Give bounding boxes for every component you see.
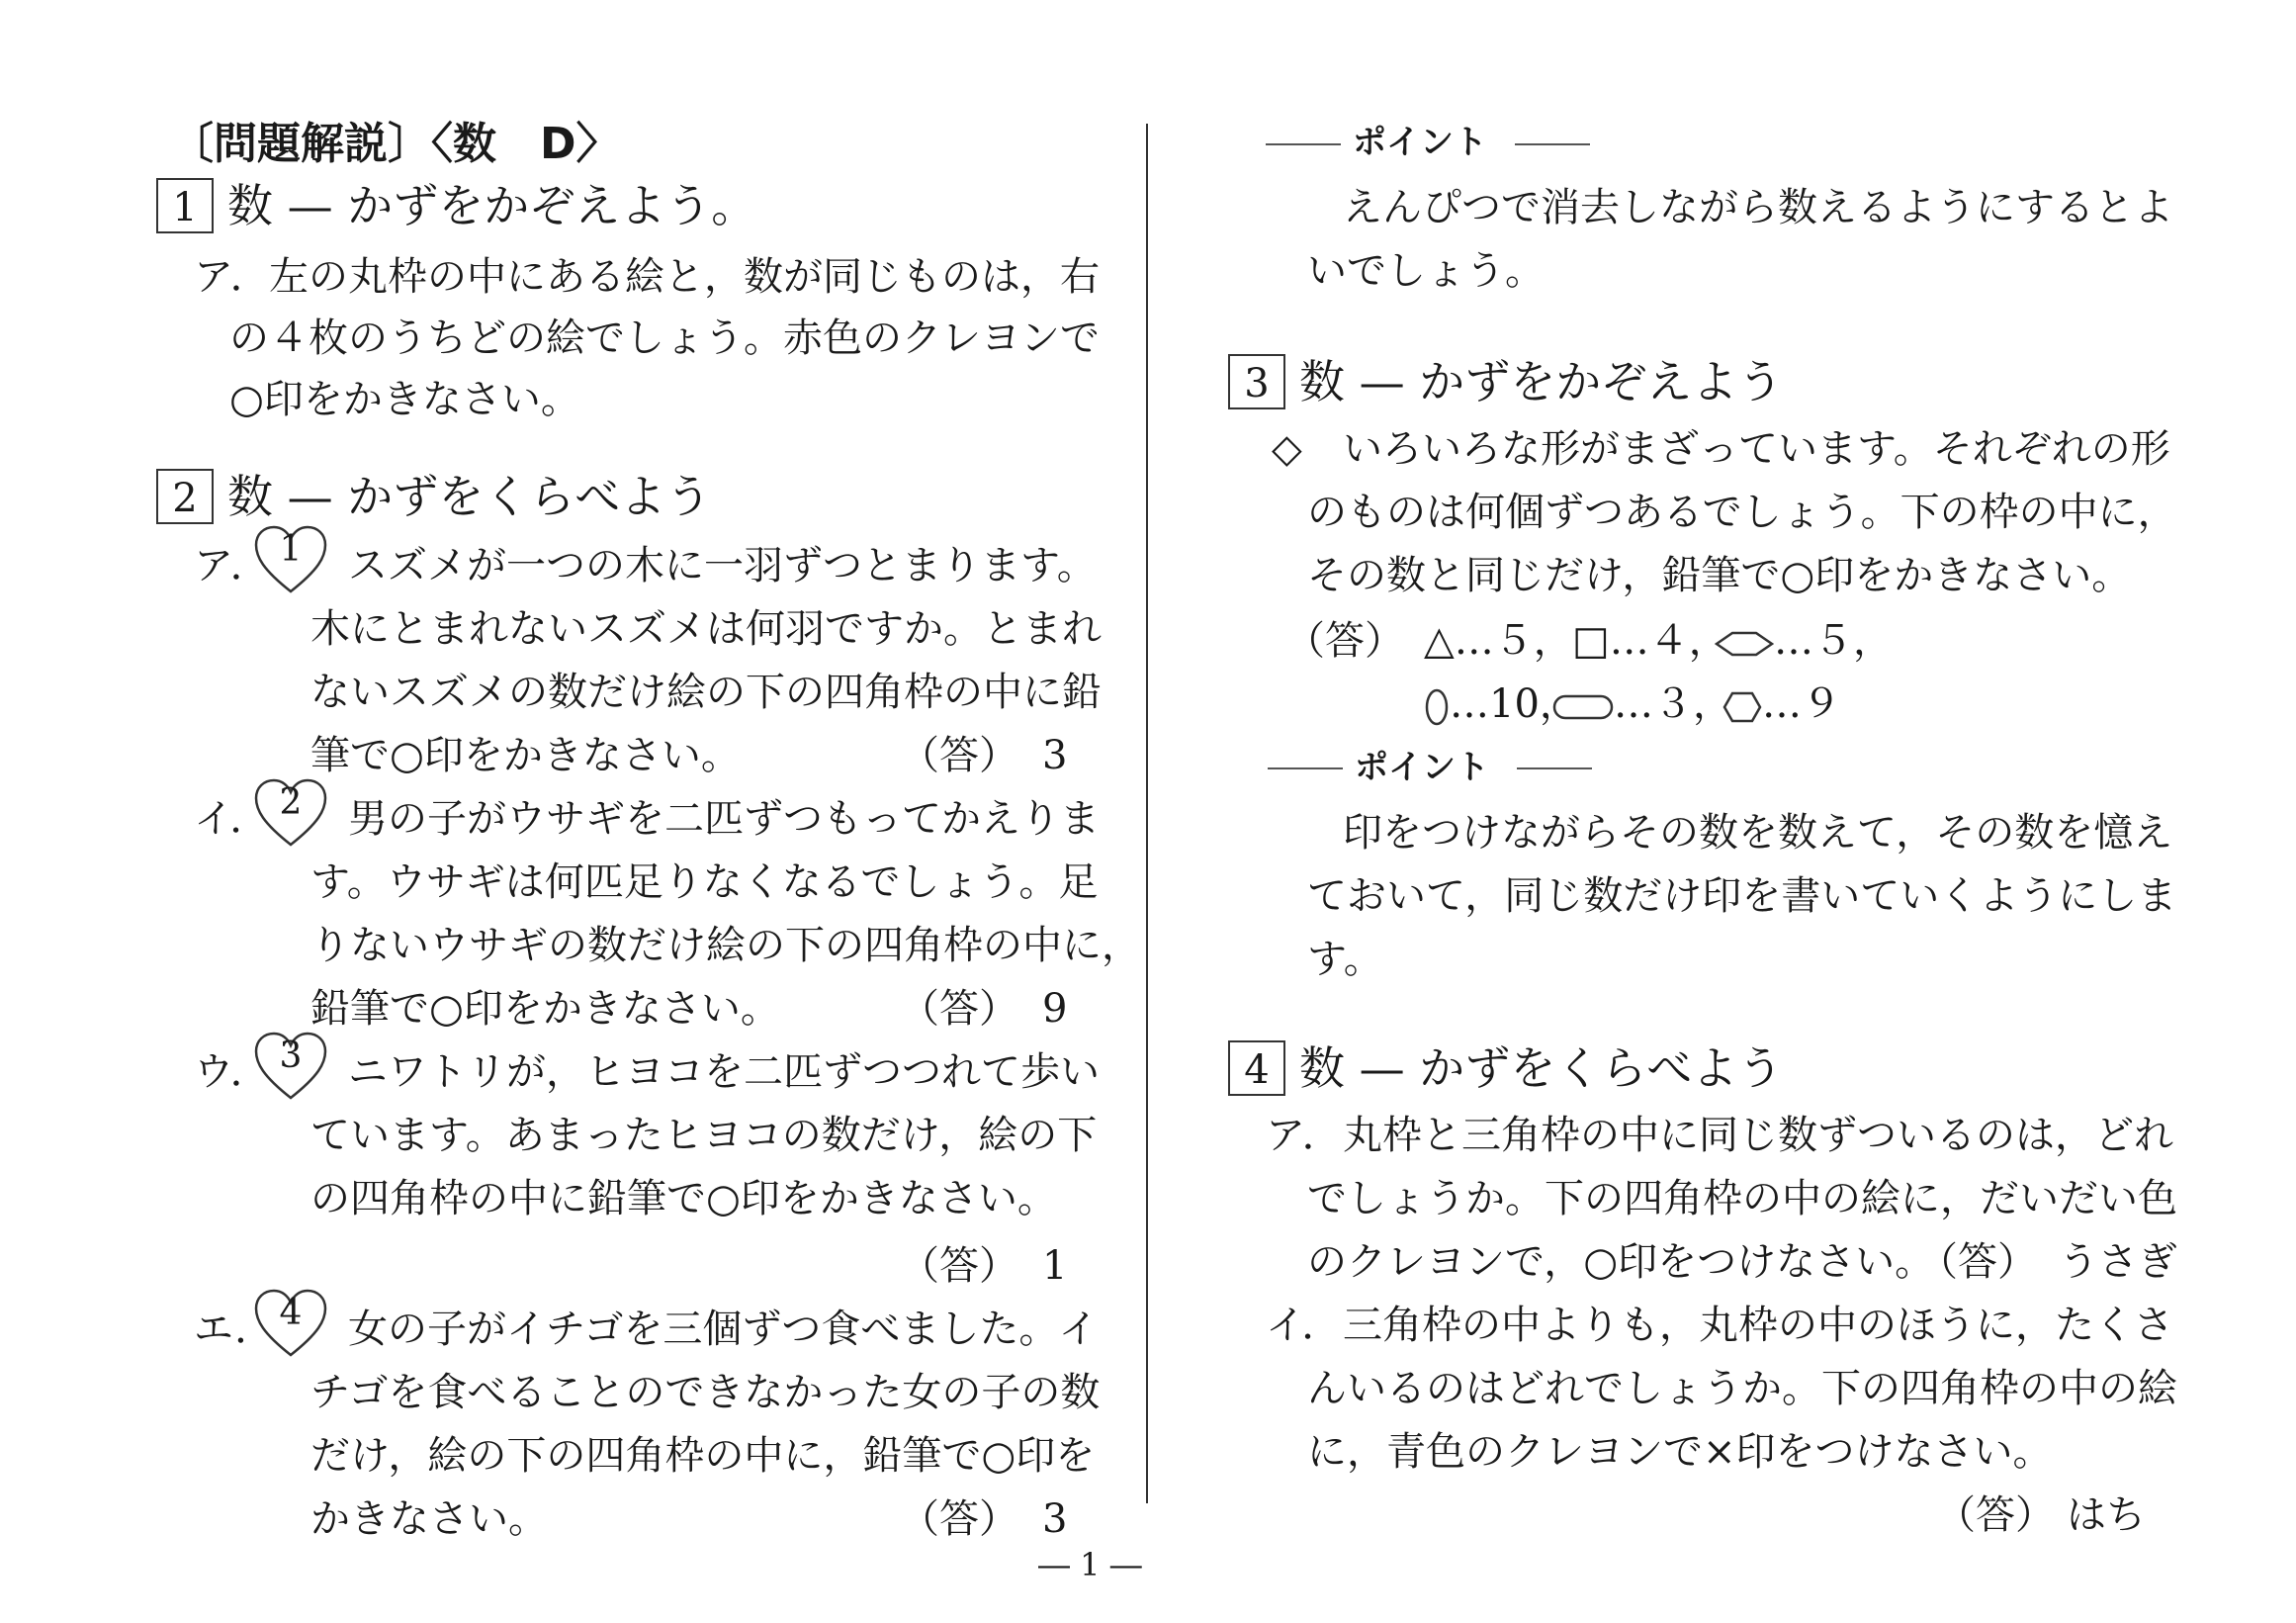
text-line: その数と同じだけ，鉛筆で○印をかきなさい。 (1307, 553, 2132, 598)
vertical-ellipse-icon (1424, 687, 1450, 727)
text-line: ○印をかきなさい。 (229, 377, 580, 422)
item-marker: イ． (194, 796, 270, 842)
section-heading-2: 数 — かずをくらべよう (227, 470, 712, 523)
text-line: 女の子がイチゴを三個ずつ食べました。イ (348, 1307, 1099, 1352)
text-line: のクレヨンで，○印をつけなさい。 (1307, 1239, 1935, 1285)
text-line: りないウサギの数だけ絵の下の四角枠の中に， (310, 923, 1141, 968)
point-rule-right (1515, 143, 1590, 145)
section-number-3: 3 (1228, 354, 1285, 409)
text-line: す。 (1307, 937, 1383, 982)
answer-value: うさぎ (2059, 1239, 2177, 1285)
text-line: 男の子がウサギを二匹ずつもってかえりま (348, 796, 1100, 842)
heart-number: 4 (279, 1293, 303, 1333)
answer-value: 1 (1042, 1243, 1068, 1289)
shape-count-triangle: △…５， (1424, 618, 1573, 664)
answer-label: （答） (900, 1496, 1018, 1542)
item-marker: ア． (194, 543, 270, 588)
answer-label: （答） (1918, 1239, 2037, 1285)
text-line: の四角枠の中に鉛筆で○印をかきなさい。 (310, 1176, 1057, 1221)
bullet-icon: ◇ (1272, 426, 1302, 472)
text-line: 印をつけながらその数を数えて，その数を憶え (1343, 810, 2173, 856)
text-line: ないスズメの数だけ絵の下の四角枠の中に鉛 (310, 670, 1102, 715)
text-line: 三角枠の中よりも，丸枠の中のほうに，たくさ (1343, 1303, 2173, 1348)
point-label: ポイント (1353, 123, 1487, 162)
text-line: のものは何個ずつあるでしょう。下の枠の中に， (1307, 490, 2177, 535)
answer-label: （答） (900, 986, 1018, 1032)
point-label: ポイント (1355, 748, 1489, 787)
heart-number-badge (253, 1031, 328, 1102)
item-marker: イ． (1266, 1303, 1342, 1348)
text-line: 木にとまれないスズメは何羽ですか。とまれ (310, 606, 1102, 652)
page-number: ― 1 ― (1038, 1546, 1142, 1583)
answer-value: はち (2067, 1492, 2146, 1538)
text-line: ておいて，同じ数だけ印を書いていくようにしま (1307, 873, 2177, 919)
item-marker: ア． (1266, 1113, 1342, 1158)
item-marker: エ． (194, 1307, 275, 1352)
shape-count-text: …10， (1450, 681, 1579, 727)
text-line: 丸枠と三角枠の中に同じ数ずついるのは，どれ (1343, 1113, 2173, 1158)
section-number-2: 2 (156, 469, 214, 524)
item-marker: ウ． (194, 1049, 270, 1095)
answer-value: 9 (1042, 986, 1068, 1032)
heart-number-badge (253, 1288, 328, 1359)
answer-value: 3 (1042, 733, 1068, 778)
text-line: スズメが一つの木に一羽ずつとまります。 (348, 543, 1097, 588)
heart-number-badge (253, 524, 328, 595)
text-line: 左の丸枠の中にある絵と，数が同じものは，右 (269, 254, 1100, 300)
text-line: ニワトリが，ヒヨコを二匹ずつつれて歩い (348, 1049, 1100, 1095)
shape-count-text: …５， (1774, 618, 1893, 664)
text-line: かきなさい。 (310, 1496, 548, 1542)
answer-label: （答） (900, 1243, 1018, 1289)
text-line: 鉛筆で○印をかきなさい。 (310, 986, 780, 1032)
page-title: 〔問題解説〕〈数 D〉 (170, 119, 620, 169)
text-line: んいるのはどれでしょうか。下の四角枠の中の絵 (1307, 1366, 2177, 1411)
shape-count-hexagon (1722, 680, 1841, 728)
shape-count-text: …９ (1762, 681, 1841, 727)
text-line: いでしょう。 (1307, 248, 1545, 294)
shape-count-square: □…４， (1572, 618, 1728, 664)
section-heading-4: 数 — かずをくらべよう (1299, 1041, 1784, 1095)
text-line: チゴを食べることのできなかった女の子の数 (310, 1370, 1101, 1415)
shape-count-capsule (1552, 680, 1732, 728)
text-line: だけ，絵の下の四角枠の中に，鉛筆で○印を (310, 1433, 1096, 1479)
capsule-icon (1552, 692, 1614, 722)
answer-label: （答） (1936, 1492, 2055, 1538)
shape-count-text: …３， (1614, 681, 1732, 727)
text-line: えんぴつで消去しながら数えるようにするとよ (1343, 185, 2173, 230)
text-line: に，青色のクレヨンで×印をつけなさい。 (1307, 1429, 2053, 1475)
text-line: でしょうか。下の四角枠の中の絵に，だいだい色 (1307, 1176, 2177, 1221)
text-line: 筆で○印をかきなさい。 (310, 733, 741, 778)
hexagon-icon (1722, 690, 1762, 724)
heart-number: 3 (279, 1036, 303, 1076)
text-line: ています。あまったヒヨコの数だけ，絵の下 (310, 1113, 1098, 1158)
section-number-4: 4 (1228, 1040, 1285, 1096)
section-heading-1: 数 — かずをかぞえよう。 (227, 179, 757, 232)
text-line: す。ウサギは何匹足りなくなるでしょう。足 (310, 859, 1099, 905)
answer-label: （答） (1285, 618, 1404, 664)
point-rule-left (1266, 143, 1341, 145)
answer-label: （答） (900, 733, 1018, 778)
point-rule-right (1517, 767, 1592, 769)
text-line: の４枚のうちどの絵でしょう。赤色のクレヨンで (229, 316, 1100, 361)
heart-number: 1 (279, 529, 303, 570)
text-line: いろいろな形がまざっています。それぞれの形 (1343, 426, 2170, 472)
heart-number: 2 (279, 782, 303, 823)
answer-value: 3 (1042, 1496, 1068, 1542)
section-number-1: 1 (156, 178, 214, 233)
point-rule-left (1268, 767, 1343, 769)
shape-count-diamond (1715, 617, 1893, 665)
section-heading-3: 数 — かずをかぞえよう (1299, 355, 1784, 408)
flat-diamond-icon (1715, 631, 1774, 657)
item-marker: ア． (194, 254, 270, 300)
heart-number-badge (253, 777, 328, 849)
column-divider (1146, 124, 1148, 1503)
